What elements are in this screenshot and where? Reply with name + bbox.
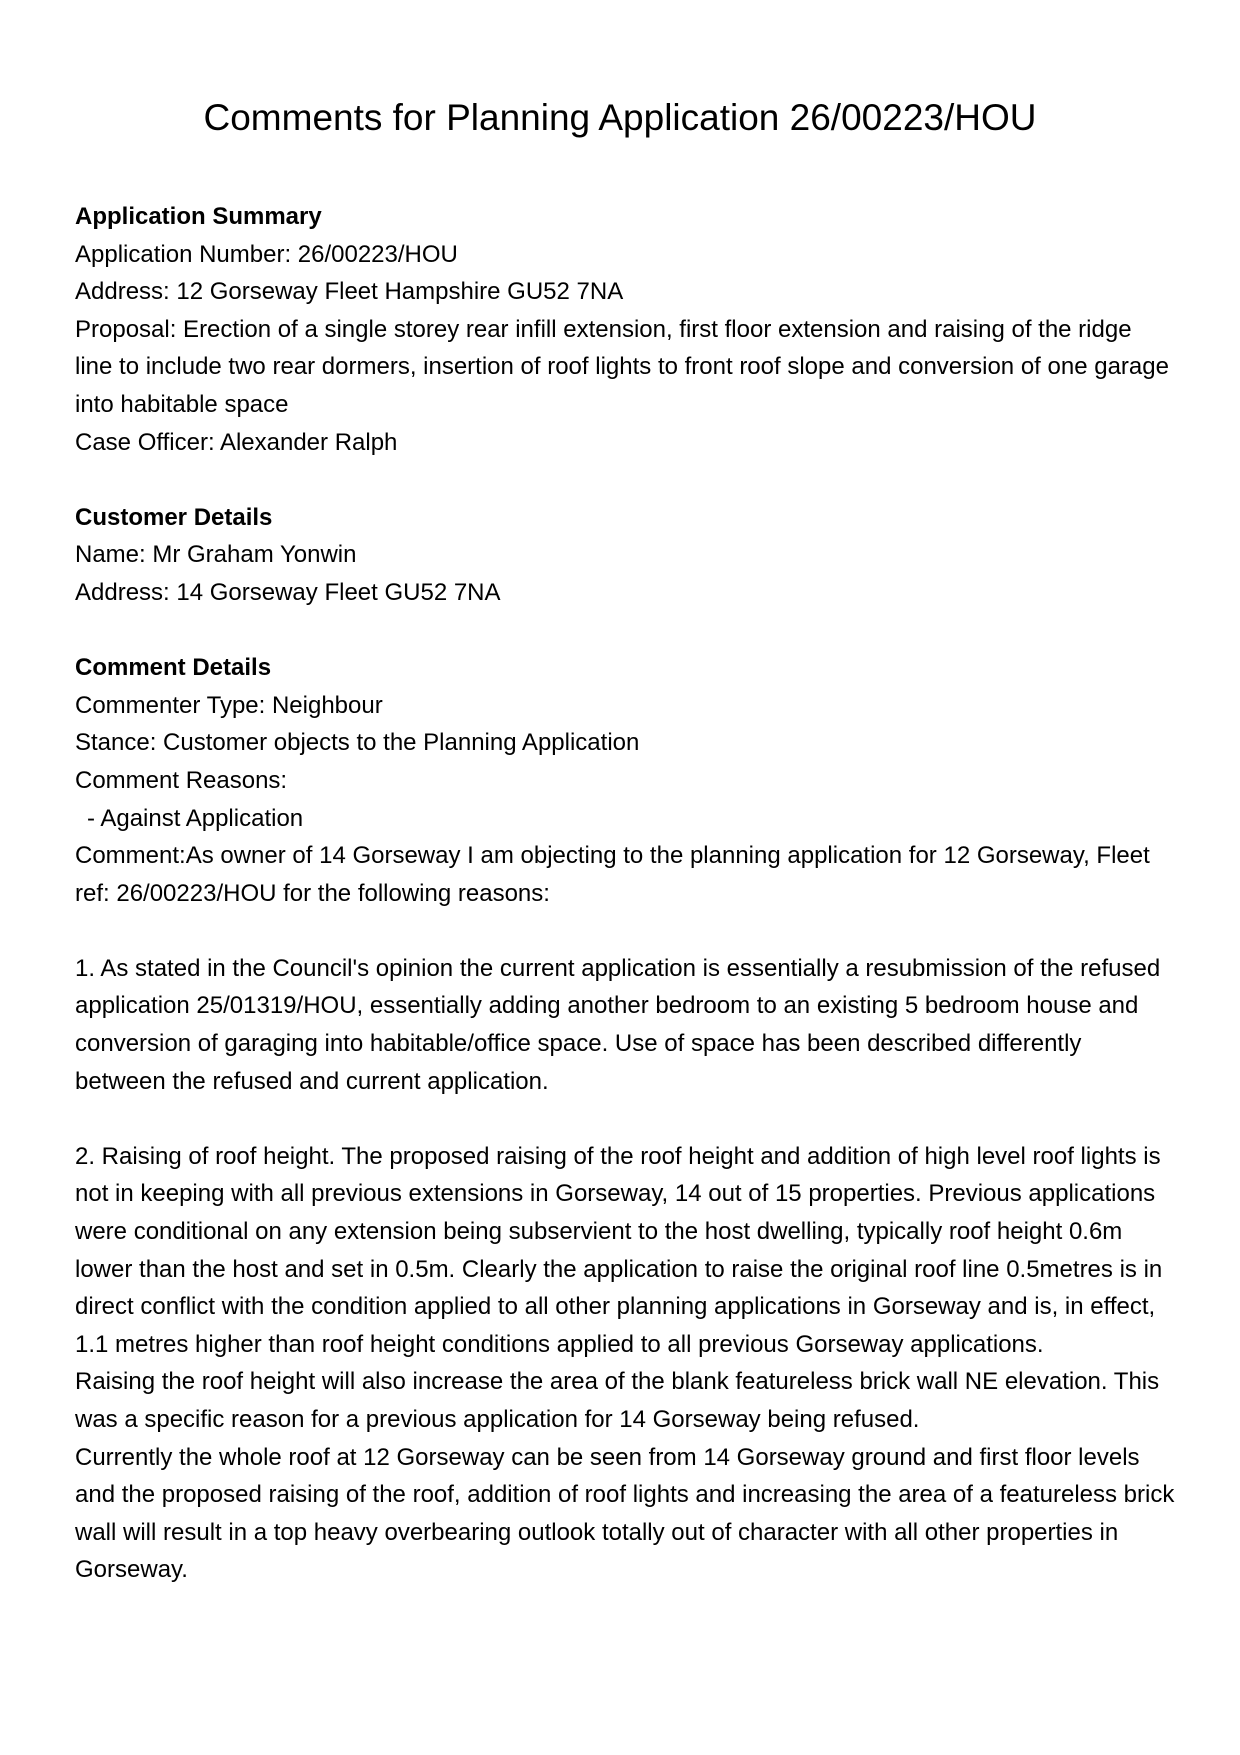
comment-details-section — [75, 649, 1175, 1589]
customer-name: Name: Mr Graham Yonwin — [75, 541, 357, 569]
comment-point-2-continued: Raising the roof height will also increase the area of the blank featureless brick wall NE elevation. This was a specific reason for a previous application for 14 Gorseway being refused. — [75, 1368, 1160, 1433]
stance: Stance: Customer objects to the Planning Application — [75, 729, 640, 757]
proposal-text: Proposal: Erection of a single storey rear infill extension, first floor extension and raising of the ridge line to include two rear dormers, insertion of roof lights to front roof slope and conversion of one garage into habitable space — [75, 315, 1169, 418]
paragraph-spacer — [75, 1100, 1175, 1138]
customer-details-section — [75, 499, 1175, 612]
commenter-type: Commenter Type: Neighbour — [75, 691, 383, 719]
application-summary-heading: Application Summary — [75, 203, 322, 230]
customer-address: Address: 14 Gorseway Fleet GU52 7NA — [75, 578, 501, 606]
application-summary-section — [75, 198, 1175, 461]
comment-point-1: 1. As stated in the Council's opinion the current application is essentially a resubmission of the refused application 25/01319/HOU, essentially adding another bedroom to an existing 5 bedroom house and conversion of garaging into habitable/office space. Use of space has been described differently between the refused and current application. — [75, 954, 1161, 1095]
comment-reason-item: - Against Application — [87, 804, 304, 832]
section-spacer — [75, 612, 1175, 650]
customer-details-heading: Customer Details — [75, 503, 273, 531]
comment-intro: Comment:As owner of 14 Gorseway I am objecting to the planning application for 12 Gorseway, Fleet ref: 26/00223/HOU for the following reasons: — [75, 842, 1150, 907]
section-spacer — [75, 461, 1175, 499]
comment-reasons-label: Comment Reasons: — [75, 766, 288, 794]
paragraph-spacer — [75, 912, 1175, 950]
application-address: Address: 12 Gorseway Fleet Hampshire GU52 7NA — [75, 278, 624, 306]
page-title: Comments for Planning Application 26/00223/HOU — [203, 97, 1037, 138]
case-officer: Case Officer: Alexander Ralph — [75, 428, 398, 456]
comment-point-2: 2. Raising of roof height. The proposed raising of the roof height and addition of high level roof lights is not in keeping with all previous extensions in Gorseway, 14 out of 15 properties. Previous applications were conditional on any extension being subservient to the host dwelling, typically roof height 0.6m lower than the host and set in 0.5m. Clearly the application to raise the original roof line 0.5metres is in direct conflict with the condition applied to all other planning applications in Gorseway and is, in effect, 1.1 metres higher than roof height conditions applied to all previous Gorseway applications. — [75, 1142, 1163, 1358]
comment-point-2-outlook: Currently the whole roof at 12 Gorseway can be seen from 14 Gorseway ground and first floor levels and the proposed raising of the roof, addition of roof lights and increasing the area of a featureless brick wall will result in a top heavy overbearing outlook totally out of character with all other properties in Gorseway. — [75, 1443, 1175, 1584]
comment-details-heading: Comment Details — [75, 654, 272, 682]
application-number: Application Number: 26/00223/HOU — [75, 240, 458, 268]
document-body — [75, 198, 1175, 1589]
